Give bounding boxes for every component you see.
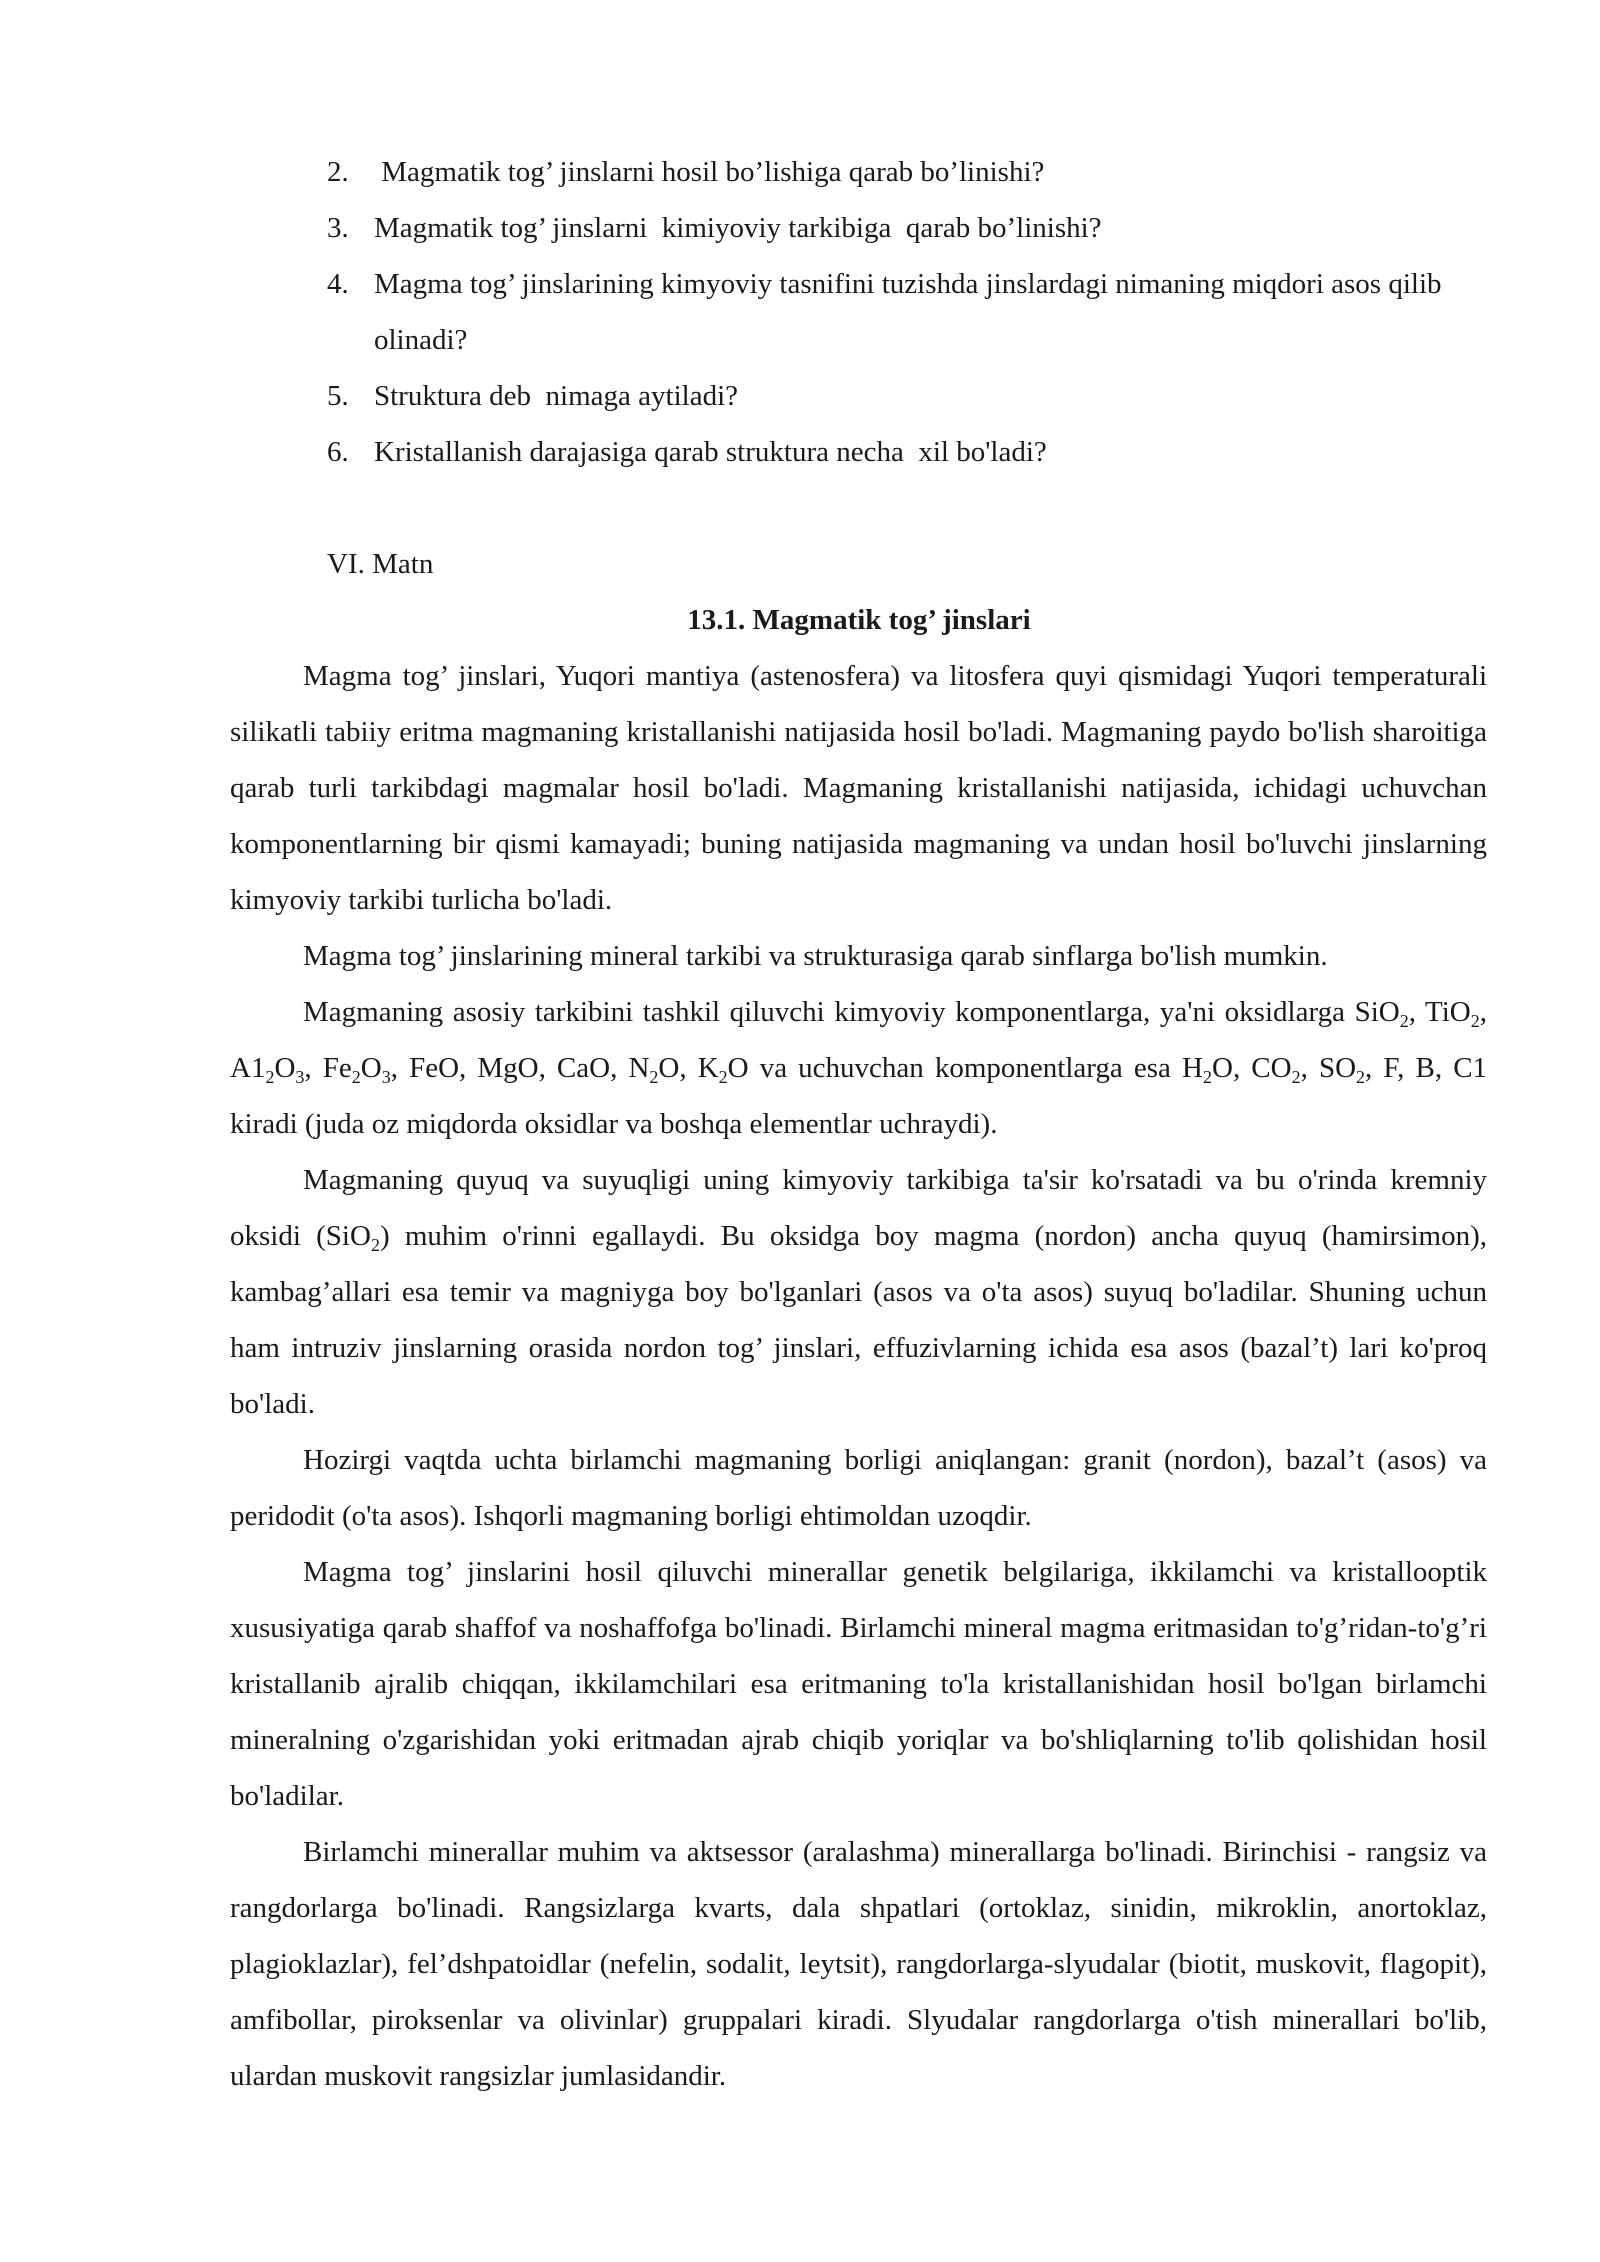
question-text: Magmatik tog’ jinslarni hosil bo’lishiga qarab bo’linishi? — [374, 156, 1045, 188]
question-item — [327, 256, 1487, 368]
question-number: 5. — [327, 380, 349, 412]
paragraph: Magma tog’ jinslari, Yuqori mantiya (astenosfera) va litosfera quyi qismidagi Yuqori temperaturali silikatli tabiiy eritma magmaning kristallanishi natijasida hosil bo'ladi. Magmaning paydo bo'lish sharoitiga qarab turli tarkibdagi magmalar hosil bo'ladi. Magmaning kristallanishi natijasida, ichidagi uchuvchan komponentlarning bir qismi kamayadi; buning natijasida magmaning va undan hosil bo'luvchi jinslarning kimyoviy tarkibi turlicha bo'ladi. — [230, 660, 1487, 916]
paragraph-viscosity: Magmaning quyuq va suyuqligi uning kimyoviy tarkibiga ta'sir ko'rsatadi va bu o'rinda kremniy oksidi (SiO$_2$) muhim o'rinni egallaydi. Bu oksidga boy magma (nordon) ancha quyuq (hamirsimon), kambag’allari esa temir va magniyga boy bo'lganlari (asos va o'ta asos) suyuq bo'ladilar. Shuning uchun ham intruziv jinslarning orasida nordon tog’ jinslari, effuzivlarning ichida esa asos (bazal’t) lari ko'proq bo'ladi. — [230, 1164, 1487, 1420]
paragraph-oxides: Magmaning asosiy tarkibini tashkil qiluvchi kimyoviy komponentlarga, ya'ni oksidlarga SiO$_2$, TiO$_2$, $A1_2O_3$, $Fe_2O_3$, FeO, MgO, CaO, $N_2O$, $K_2O$ va uchuvchan komponentlarga esa $H_2O$, $CO_2$, $SO_2$, F, B, C1 kiradi (juda oz miqdorda oksidlar va boshqa elementlar uchraydi). — [230, 996, 1488, 1140]
paragraph: Birlamchi minerallar muhim va aktsessor (aralashma) minerallarga bo'linadi. Birinchisi - rangsiz va rangdorlarga bo'linadi. Rangsizlarga kvarts, dala shpatlari (ortoklaz, sinidin, mikroklin, anortoklaz, plagioklazlar), fel’dshpatoidlar (nefelin, sodalit, leytsit), rangdorlarga-slyudalar (biotit, muskovit, flagopit), amfibollar, piroksenlar va olivinlar) gruppalari kiradi. Slyudalar rangdorlarga o'tish minerallari bo'lib, ulardan muskovit rangsizlar jumlasidandir. — [230, 1836, 1487, 2092]
question-item — [327, 200, 1487, 256]
question-number: 4. — [327, 268, 349, 300]
question-number: 2. — [327, 156, 349, 188]
question-text: Magma tog’ jinslarining kimyoviy tasnifini tuzishda jinslardagi nimaning miqdori asos qilib olinadi? — [374, 268, 1442, 356]
question-item — [327, 424, 1487, 480]
question-text: Struktura deb nimaga aytiladi? — [374, 380, 739, 412]
section-title: 13.1. Magmatik tog’ jinslari — [687, 604, 1031, 636]
body-text — [230, 648, 1487, 2104]
question-text: Kristallanish darajasiga qarab struktura necha xil bo'ladi? — [374, 436, 1047, 468]
question-text: Magmatik tog’ jinslarni kimiyoviy tarkibiga qarab bo’linishi? — [374, 212, 1102, 244]
section-label: VI. Matn — [327, 548, 434, 580]
question-number: 3. — [327, 212, 349, 244]
question-list — [327, 144, 1487, 480]
question-item — [327, 144, 1487, 200]
paragraph: Magma tog’ jinslarining mineral tarkibi va strukturasiga qarab sinflarga bo'lish mumkin. — [303, 940, 1328, 972]
question-item — [327, 368, 1487, 424]
question-number: 6. — [327, 436, 349, 468]
paragraph: Hozirgi vaqtda uchta birlamchi magmaning borligi aniqlangan: granit (nordon), bazal’t (asos) va peridodit (o'ta asos). Ishqorli magmaning borligi ehtimoldan uzoqdir. — [230, 1444, 1487, 1532]
paragraph: Magma tog’ jinslarini hosil qiluvchi minerallar genetik belgilariga, ikkilamchi va kristallooptik xususiyatiga qarab shaffof va noshaffofga bo'linadi. Birlamchi mineral magma eritmasidan to'g’ridan-to'g’ri kristallanib ajralib chiqqan, ikkilamchilari esa eritmaning to'la kristallanishidan hosil bo'lgan birlamchi mineralning o'zgarishidan yoki eritmadan ajrab chiqib yoriqlar va bo'shliqlarning to'lib qolishidan hosil bo'ladilar. — [230, 1556, 1487, 1812]
